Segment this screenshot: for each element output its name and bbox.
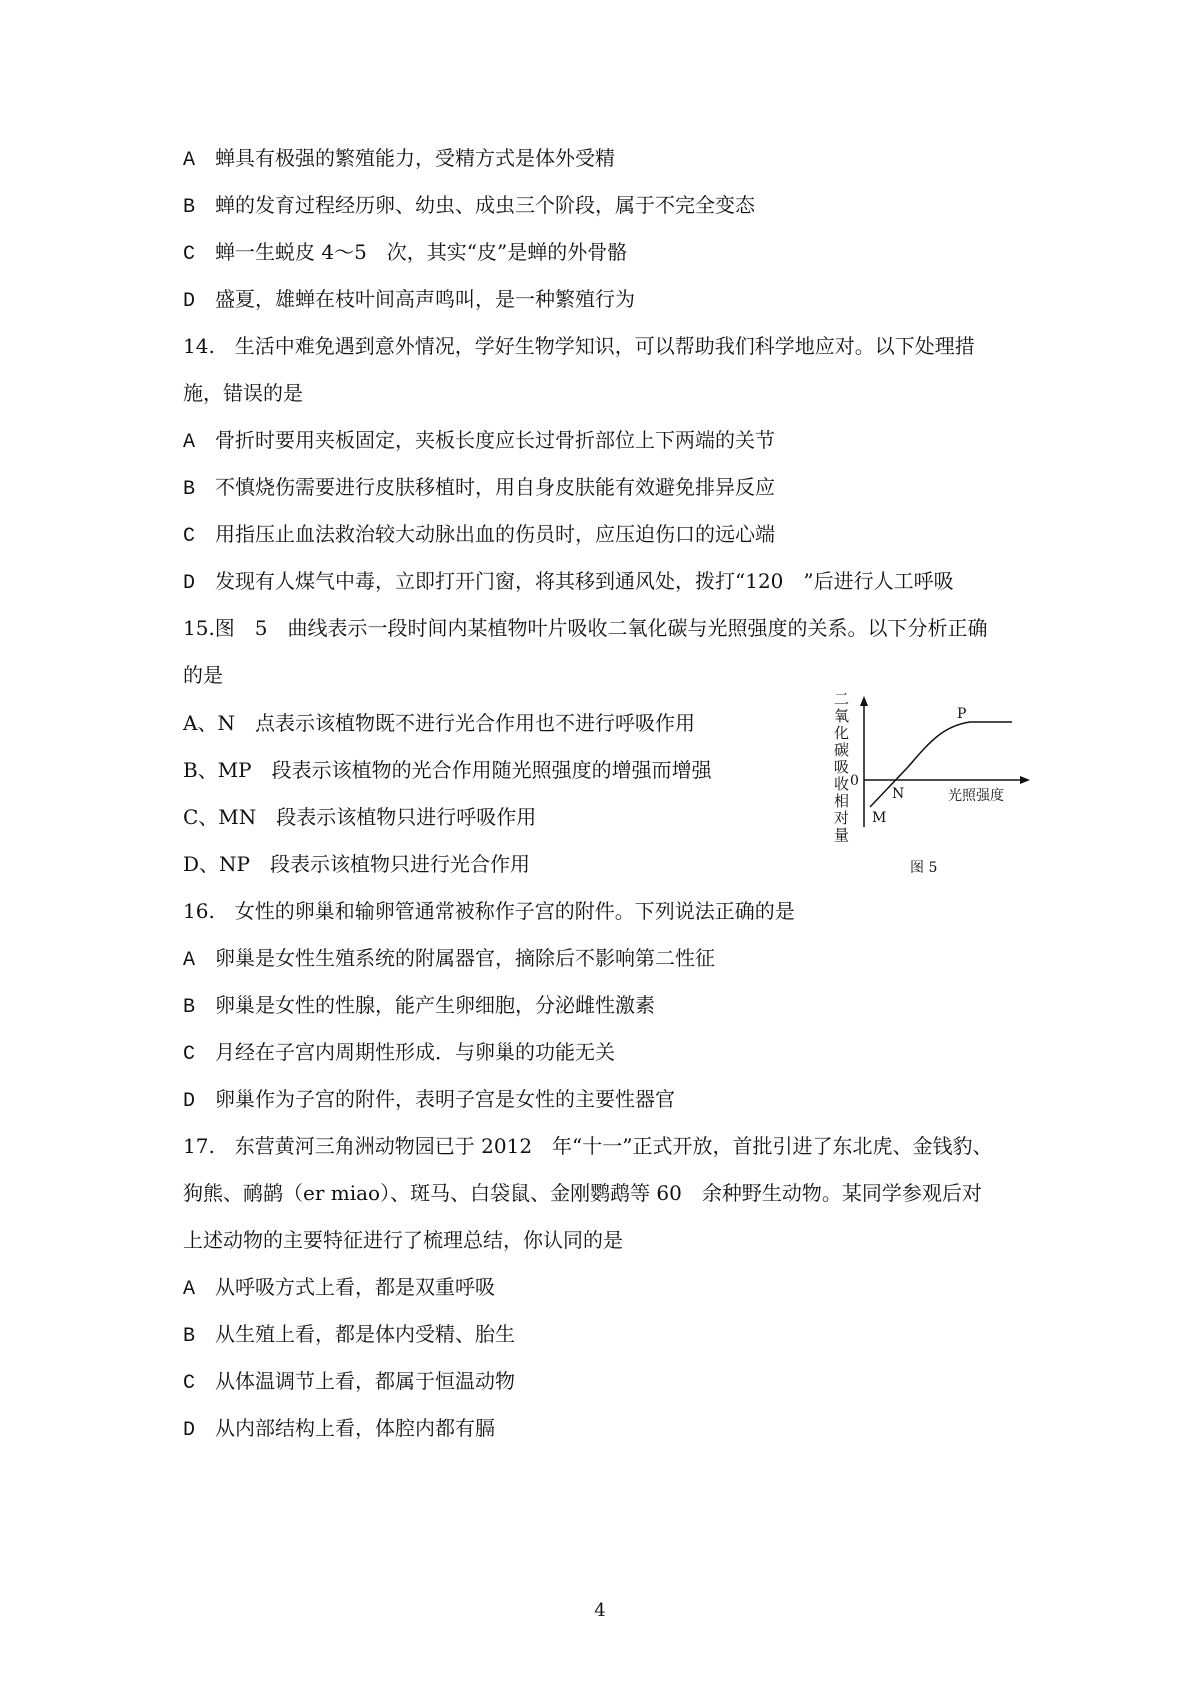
text-line	[183, 1227, 623, 1253]
line-text: A、N 点表示该植物既不进行光合作用也不进行呼吸作用	[183, 711, 695, 735]
option-letter: D	[183, 1419, 196, 1442]
option-letter: A	[183, 1278, 196, 1301]
option-letter: C	[183, 525, 196, 548]
option-letter: B	[183, 478, 196, 501]
y-axis-label-char: 吸	[834, 758, 850, 776]
line-text: 不慎烧伤需要进行皮肤移植时，用自身皮肤能有效避免排异反应	[215, 475, 775, 499]
line-text: 月经在子宫内周期性形成．与卵巢的功能无关	[215, 1040, 615, 1064]
option-letter: D	[183, 290, 196, 313]
y-axis-label-char: 化	[834, 724, 850, 742]
y-axis-label-char: 收	[834, 775, 850, 793]
line-text: C、MN 段表示该植物只进行呼吸作用	[183, 805, 537, 829]
line-text: D、NP 段表示该植物只进行光合作用	[183, 852, 530, 876]
y-axis-label-char: 氧	[834, 707, 850, 725]
line-text: 施，错误的是	[183, 381, 303, 405]
text-line	[183, 945, 715, 974]
line-text: 发现有人煤气中毒，立即打开门窗，将其移到通风处，拨打“120 ”后进行人工呼吸	[215, 569, 954, 593]
text-line	[183, 1039, 615, 1068]
line-text: 卵巢是女性的性腺，能产生卵细胞，分泌雌性激素	[215, 993, 655, 1017]
origin-label: 0	[850, 773, 859, 789]
text-line	[183, 427, 775, 456]
option-letter: B	[183, 196, 196, 219]
option-letter: C	[183, 1043, 196, 1066]
line-text: B、MP 段表示该植物的光合作用随光照强度的增强而增强	[183, 758, 712, 782]
option-letter: B	[183, 1325, 196, 1348]
text-line	[183, 662, 223, 688]
point-n-label: N	[892, 786, 905, 802]
text-line	[183, 1321, 515, 1350]
point-m-label: M	[872, 810, 887, 826]
option-letter: C	[183, 243, 196, 266]
line-text: 从生殖上看，都是体内受精、胎生	[215, 1322, 515, 1346]
line-text: 盛夏，雄蝉在枝叶间高声鸣叫，是一种繁殖行为	[215, 287, 635, 311]
text-line	[183, 380, 303, 406]
text-line	[183, 1368, 515, 1397]
text-line	[183, 239, 627, 268]
option-letter: D	[183, 572, 196, 595]
text-line	[183, 1180, 982, 1206]
figure-caption: 图 5	[910, 860, 938, 876]
text-line	[183, 286, 635, 315]
text-line	[183, 710, 695, 736]
text-line	[183, 804, 536, 830]
co2-light-chart	[820, 692, 1040, 902]
text-line	[183, 851, 530, 877]
x-axis-arrow	[1020, 776, 1030, 784]
line-text: 16. 女性的卵巢和输卵管通常被称作子宫的附件。下列说法正确的是	[183, 899, 795, 923]
option-letter: C	[183, 1372, 196, 1395]
y-axis-label-char: 碳	[834, 741, 850, 759]
option-letter: A	[183, 949, 196, 972]
line-text: 狗熊、鸸鹋（er miao）、斑马、白袋鼠、金刚鹦鹉等 60 余种野生动物。某同学参观后对	[183, 1181, 982, 1205]
text-line	[183, 474, 775, 503]
option-letter: A	[183, 431, 196, 454]
line-text: 蝉具有极强的繁殖能力，受精方式是体外受精	[215, 146, 615, 170]
text-line	[183, 145, 615, 174]
line-text: 17. 东营黄河三角洲动物园已于 2012 年“十一”正式开放，首批引进了东北虎、金钱豹、	[183, 1134, 993, 1158]
figure-5	[820, 692, 1040, 902]
line-text: 从呼吸方式上看，都是双重呼吸	[215, 1275, 495, 1299]
y-axis-label-char: 量	[834, 826, 850, 844]
line-text: 从体温调节上看，都属于恒温动物	[215, 1369, 515, 1393]
text-line	[183, 1415, 495, 1444]
y-axis-label-char: 二	[834, 692, 850, 708]
y-axis-label-char: 对	[834, 809, 850, 827]
option-letter: A	[183, 149, 196, 172]
text-line	[183, 898, 795, 924]
text-line	[183, 1274, 495, 1303]
text-line	[183, 333, 975, 359]
text-line	[183, 992, 655, 1021]
line-text: 从内部结构上看，体腔内都有膈	[215, 1416, 495, 1440]
line-text: 卵巢作为子宫的附件，表明子宫是女性的主要性器官	[215, 1087, 675, 1111]
line-text: 蝉的发育过程经历卵、幼虫、成虫三个阶段，属于不完全变态	[215, 193, 755, 217]
y-axis-arrow	[860, 696, 868, 706]
option-letter: D	[183, 1090, 196, 1113]
text-line	[183, 568, 954, 597]
line-text: 蝉一生蜕皮 4～5 次，其实“皮”是蝉的外骨骼	[215, 240, 628, 264]
text-line	[183, 1133, 993, 1159]
text-line	[183, 1086, 675, 1115]
point-p-label: P	[957, 706, 967, 722]
y-axis-label	[834, 692, 849, 844]
text-line	[183, 757, 712, 783]
line-text: 14. 生活中难免遇到意外情况，学好生物学知识，可以帮助我们科学地应对。以下处理措	[183, 334, 975, 358]
line-text: 的是	[183, 663, 223, 687]
x-axis-label: 光照强度	[948, 788, 1004, 804]
line-text: 骨折时要用夹板固定，夹板长度应长过骨折部位上下两端的关节	[215, 428, 775, 452]
page-number: 4	[594, 1600, 606, 1621]
text-line	[183, 615, 988, 641]
line-text: 卵巢是女性生殖系统的附属器官，摘除后不影响第二性征	[215, 946, 715, 970]
text-line	[183, 192, 755, 221]
text-line	[183, 521, 775, 550]
y-axis-label-char: 相	[834, 792, 850, 810]
option-letter: B	[183, 996, 196, 1019]
line-text: 15.图 5 曲线表示一段时间内某植物叶片吸收二氧化碳与光照强度的关系。以下分析正确	[183, 616, 988, 640]
line-text: 用指压止血法救治较大动脉出血的伤员时，应压迫伤口的远心端	[215, 522, 775, 546]
line-text: 上述动物的主要特征进行了梳理总结，你认同的是	[183, 1228, 623, 1252]
